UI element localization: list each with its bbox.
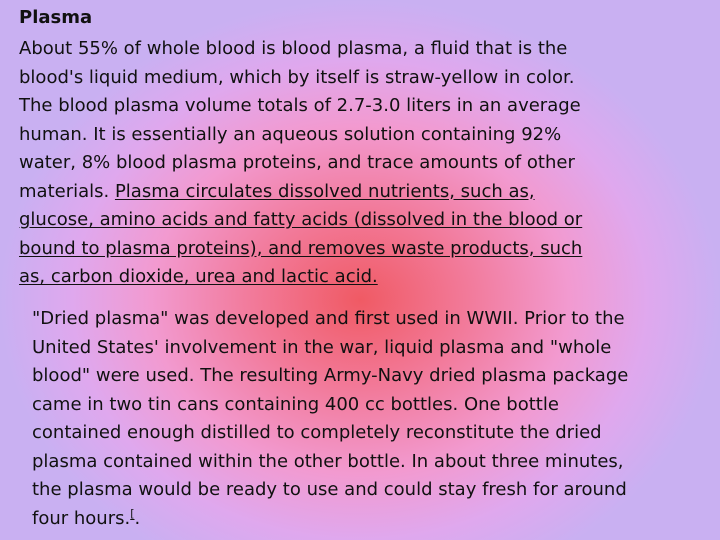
- text-fragment: four hours.: [32, 507, 131, 529]
- text-line: plasma contained within the other bottle. In about three minutes,: [32, 450, 624, 472]
- text-line: blood's liquid medium, which by itself is straw-yellow in color.: [19, 66, 575, 88]
- text-line: blood" were used. The resulting Army-Navy dried plasma package: [32, 365, 629, 386]
- text-line: About 55% of whole blood is blood plasma, a fluid that is the: [19, 38, 568, 59]
- text-line: [32, 505, 692, 534]
- text-fragment: .: [134, 507, 141, 529]
- text-line: water, 8% blood plasma proteins, and trace amounts of other: [19, 152, 575, 173]
- text-line: came in two tin cans containing 400 cc bottles. One bottle: [32, 393, 559, 415]
- text-line: "Dried plasma" was developed and first used in WWII. Prior to the: [32, 308, 625, 329]
- text-line: The blood plasma volume totals of 2.7-3.0 liters in an average: [19, 95, 581, 116]
- citation-link[interactable]: [: [130, 506, 135, 520]
- text-line: contained enough distilled to completely reconstitute the dried: [32, 422, 602, 443]
- plasma-link-text[interactable]: as, carbon dioxide, urea and lactic acid.: [19, 266, 378, 287]
- plasma-link-text[interactable]: bound to plasma proteins), and removes waste products, such: [19, 237, 583, 259]
- dried-plasma-paragraph: [32, 305, 692, 533]
- plasma-paragraph: [19, 35, 639, 292]
- text-fragment: materials.: [19, 180, 115, 202]
- text-line: human. It is essentially an aqueous solution containing 92%: [19, 123, 562, 145]
- plasma-link-text[interactable]: glucose, amino acids and fatty acids (dissolved in the blood or: [19, 209, 583, 230]
- plasma-link-text[interactable]: Plasma circulates dissolved nutrients, such as,: [114, 180, 535, 202]
- text-line: the plasma would be ready to use and could stay fresh for around: [32, 479, 627, 500]
- slide-title: Plasma: [19, 7, 93, 28]
- text-line: United States' involvement in the war, liquid plasma and "whole: [32, 336, 612, 358]
- text-line: [19, 178, 639, 207]
